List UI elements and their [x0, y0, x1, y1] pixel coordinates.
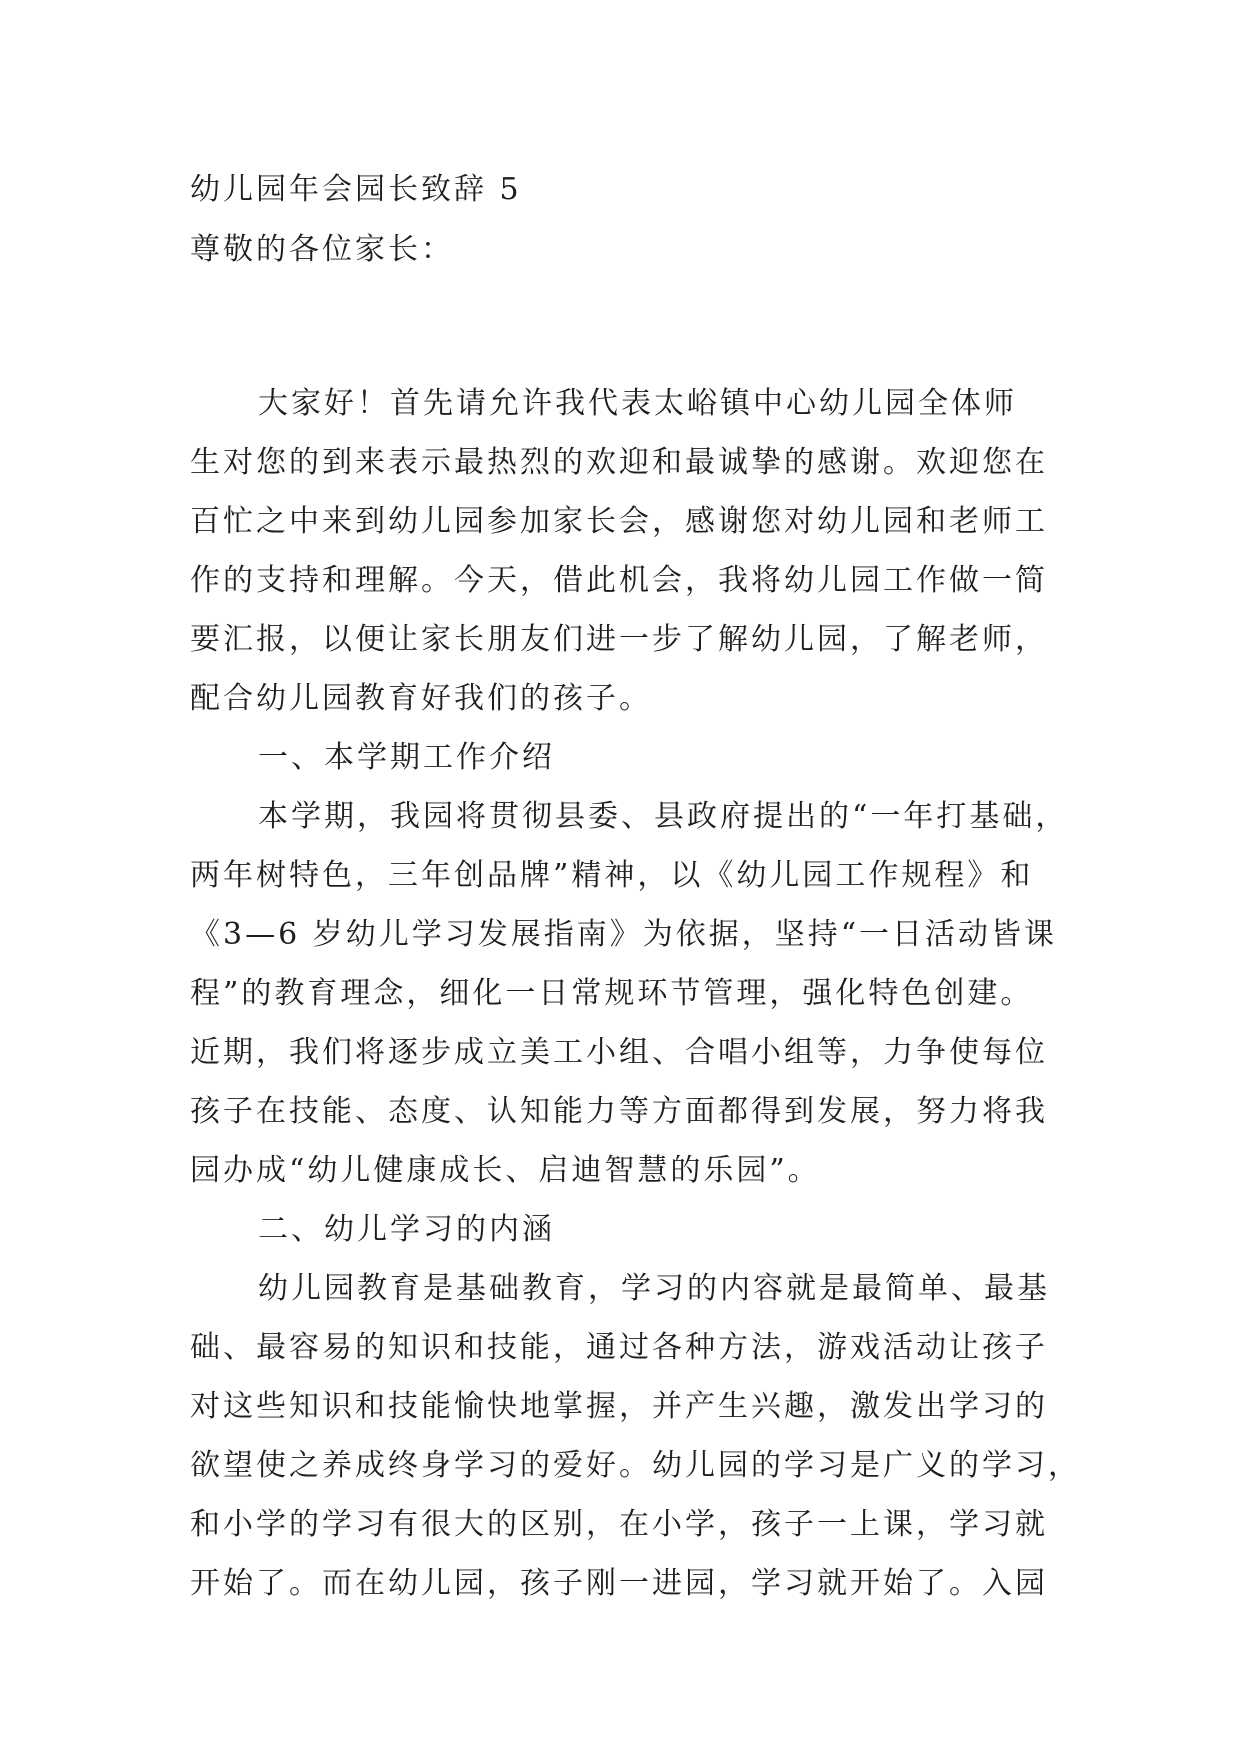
- document-title: 幼儿园年会园长致辞 5: [190, 172, 522, 207]
- text-line: 作的支持和理解。今天，借此机会，我将幼儿园工作做一简: [190, 563, 1048, 598]
- text-line: 配合幼儿园教育好我们的孩子。: [190, 681, 652, 716]
- text-line: 《3—6 岁幼儿学习发展指南》为依据，坚持“一日活动皆课: [190, 917, 1058, 952]
- document-body: [190, 160, 1081, 1613]
- text-line: 孩子在技能、态度、认知能力等方面都得到发展，努力将我: [190, 1094, 1048, 1129]
- section-heading-2: 二、幼儿学习的内涵: [258, 1212, 555, 1247]
- text-line: 园办成“幼儿健康成长、启迪智慧的乐园”。: [190, 1153, 821, 1188]
- text-line: 百忙之中来到幼儿园参加家长会，感谢您对幼儿园和老师工: [190, 504, 1048, 539]
- section-heading-1: 一、本学期工作介绍: [258, 740, 555, 775]
- salutation: 尊敬的各位家长：: [190, 232, 454, 267]
- text-line: 近期，我们将逐步成立美工小组、合唱小组等，力争使每位: [190, 1035, 1048, 1070]
- text-line: 开始了。而在幼儿园，孩子刚一进园，学习就开始了。入园: [190, 1566, 1048, 1601]
- text-line: 幼儿园教育是基础教育，学习的内容就是最简单、最基: [258, 1271, 1050, 1306]
- text-line: 对这些知识和技能愉快地掌握，并产生兴趣，激发出学习的: [190, 1389, 1048, 1424]
- text-line: 生对您的到来表示最热烈的欢迎和最诚挚的感谢。欢迎您在: [190, 445, 1048, 480]
- text-line: 和小学的学习有很大的区别，在小学，孩子一上课，学习就: [190, 1507, 1048, 1542]
- text-line: 本学期，我园将贯彻县委、县政府提出的“一年打基础，: [258, 799, 1069, 834]
- text-line: 要汇报，以便让家长朋友们进一步了解幼儿园，了解老师，: [190, 622, 1048, 657]
- paragraph-gap: [190, 280, 1070, 374]
- text-line: 欲望使之养成终身学习的爱好。幼儿园的学习是广义的学习，: [190, 1448, 1081, 1483]
- text-line: 两年树特色，三年创品牌”精神，以《幼儿园工作规程》和: [190, 858, 1034, 893]
- text-line: 础、最容易的知识和技能，通过各种方法，游戏活动让孩子: [190, 1330, 1048, 1365]
- text-line: 大家好！首先请允许我代表太峪镇中心幼儿园全体师: [258, 386, 1017, 421]
- text-line: 程”的教育理念，细化一日常规环节管理，强化特色创建。: [190, 976, 1034, 1011]
